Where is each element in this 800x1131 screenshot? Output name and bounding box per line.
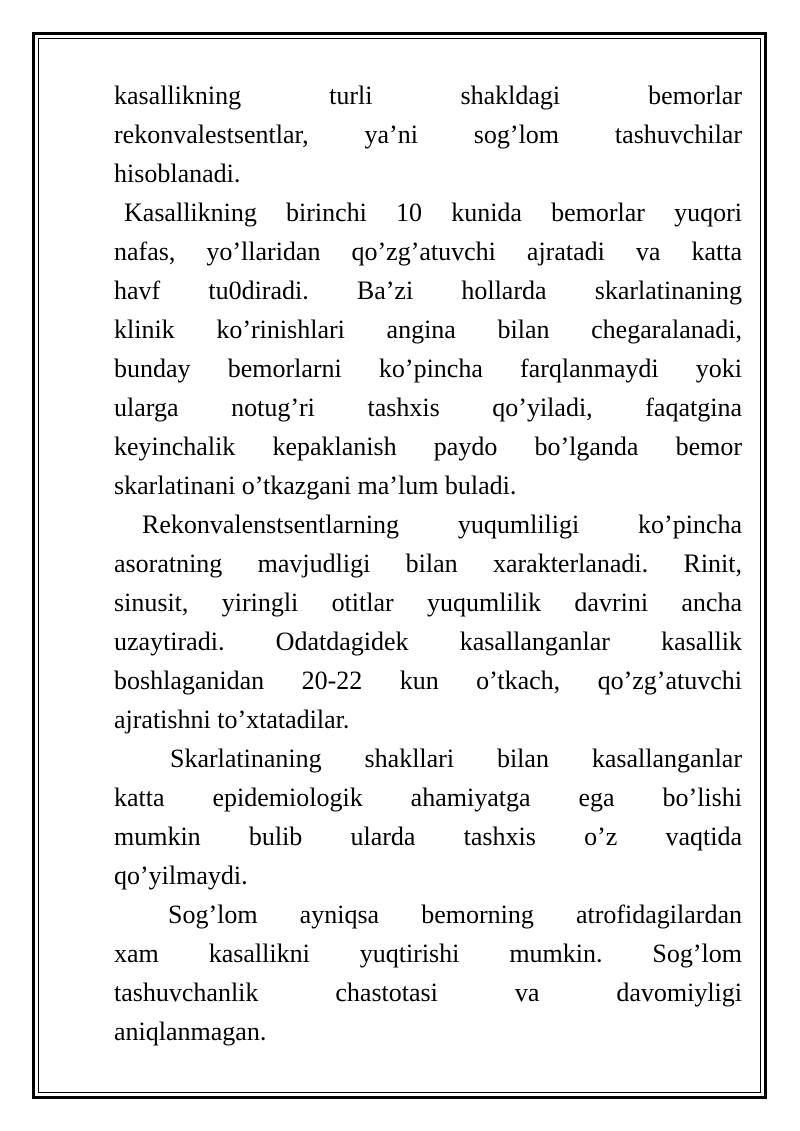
text-line: havf tu0diradi. Ba’zi hollarda skarlatinaning (114, 276, 742, 305)
text-line: Sog’lom ayniqsa bemorning atrofidagilardan (168, 900, 742, 929)
text-line: sinusit, yiringli otitlar yuqumlilik davrini ancha (114, 588, 742, 617)
text-line: Rekonvalenstsentlarning yuqumliligi ko’pincha (142, 510, 742, 539)
text-line: aniqlanmagan. (114, 1017, 267, 1046)
text-line: ajratishni to’xtatadilar. (114, 705, 350, 734)
text-line: mumkin bulib ularda tashxis o’z vaqtida (114, 822, 742, 851)
text-line: hisoblanadi. (114, 159, 241, 188)
paragraph-3 (114, 505, 742, 544)
paragraph-5-continued (114, 934, 742, 1051)
text-line: skarlatinani o’tkazgani ma’lum buladi. (114, 471, 517, 500)
paragraph-1 (114, 76, 742, 193)
text-line: nafas, yo’llaridan qo’zg’atuvchi ajratadi va katta (114, 237, 742, 266)
paragraph-3-continued (114, 544, 742, 739)
text-line: xam kasallikni yuqtirishi mumkin. Sog’lom (114, 939, 742, 968)
paragraph-2-continued (114, 232, 742, 505)
text-line: klinik ko’rinishlari angina bilan chegaralanadi, (114, 315, 742, 344)
paragraph-4-continued (114, 778, 742, 895)
text-line: uzaytiradi. Odatdagidek kasallanganlar kasallik (114, 627, 742, 656)
text-line: tashuvchanlik chastotasi va davomiyligi (114, 978, 742, 1007)
paragraph-5 (114, 895, 742, 934)
paragraph-4 (114, 739, 742, 778)
text-line: Kasallikning birinchi 10 kunida bemorlar yuqori (124, 198, 742, 227)
text-line: Skarlatinaning shakllari bilan kasallanganlar (170, 744, 742, 773)
text-line: asoratning mavjudligi bilan xarakterlanadi. Rinit, (114, 549, 742, 578)
paragraph-2 (114, 193, 742, 232)
text-line: kasallikning turli shakldagi bemorlar (114, 81, 742, 110)
text-line: ularga notug’ri tashxis qo’yiladi, faqatgina (114, 393, 742, 422)
document-body (114, 76, 742, 1051)
text-line: rekonvalestsentlar, ya’ni sog’lom tashuvchilar (114, 120, 742, 149)
text-line: bunday bemorlarni ko’pincha farqlanmaydi yoki (114, 354, 742, 383)
text-line: katta epidemiologik ahamiyatga ega bo’lishi (114, 783, 742, 812)
text-line: qo’yilmaydi. (114, 861, 248, 890)
text-line: keyinchalik kepaklanish paydo bo’lganda bemor (114, 432, 742, 461)
text-line: boshlaganidan 20-22 kun o’tkach, qo’zg’atuvchi (114, 666, 742, 695)
